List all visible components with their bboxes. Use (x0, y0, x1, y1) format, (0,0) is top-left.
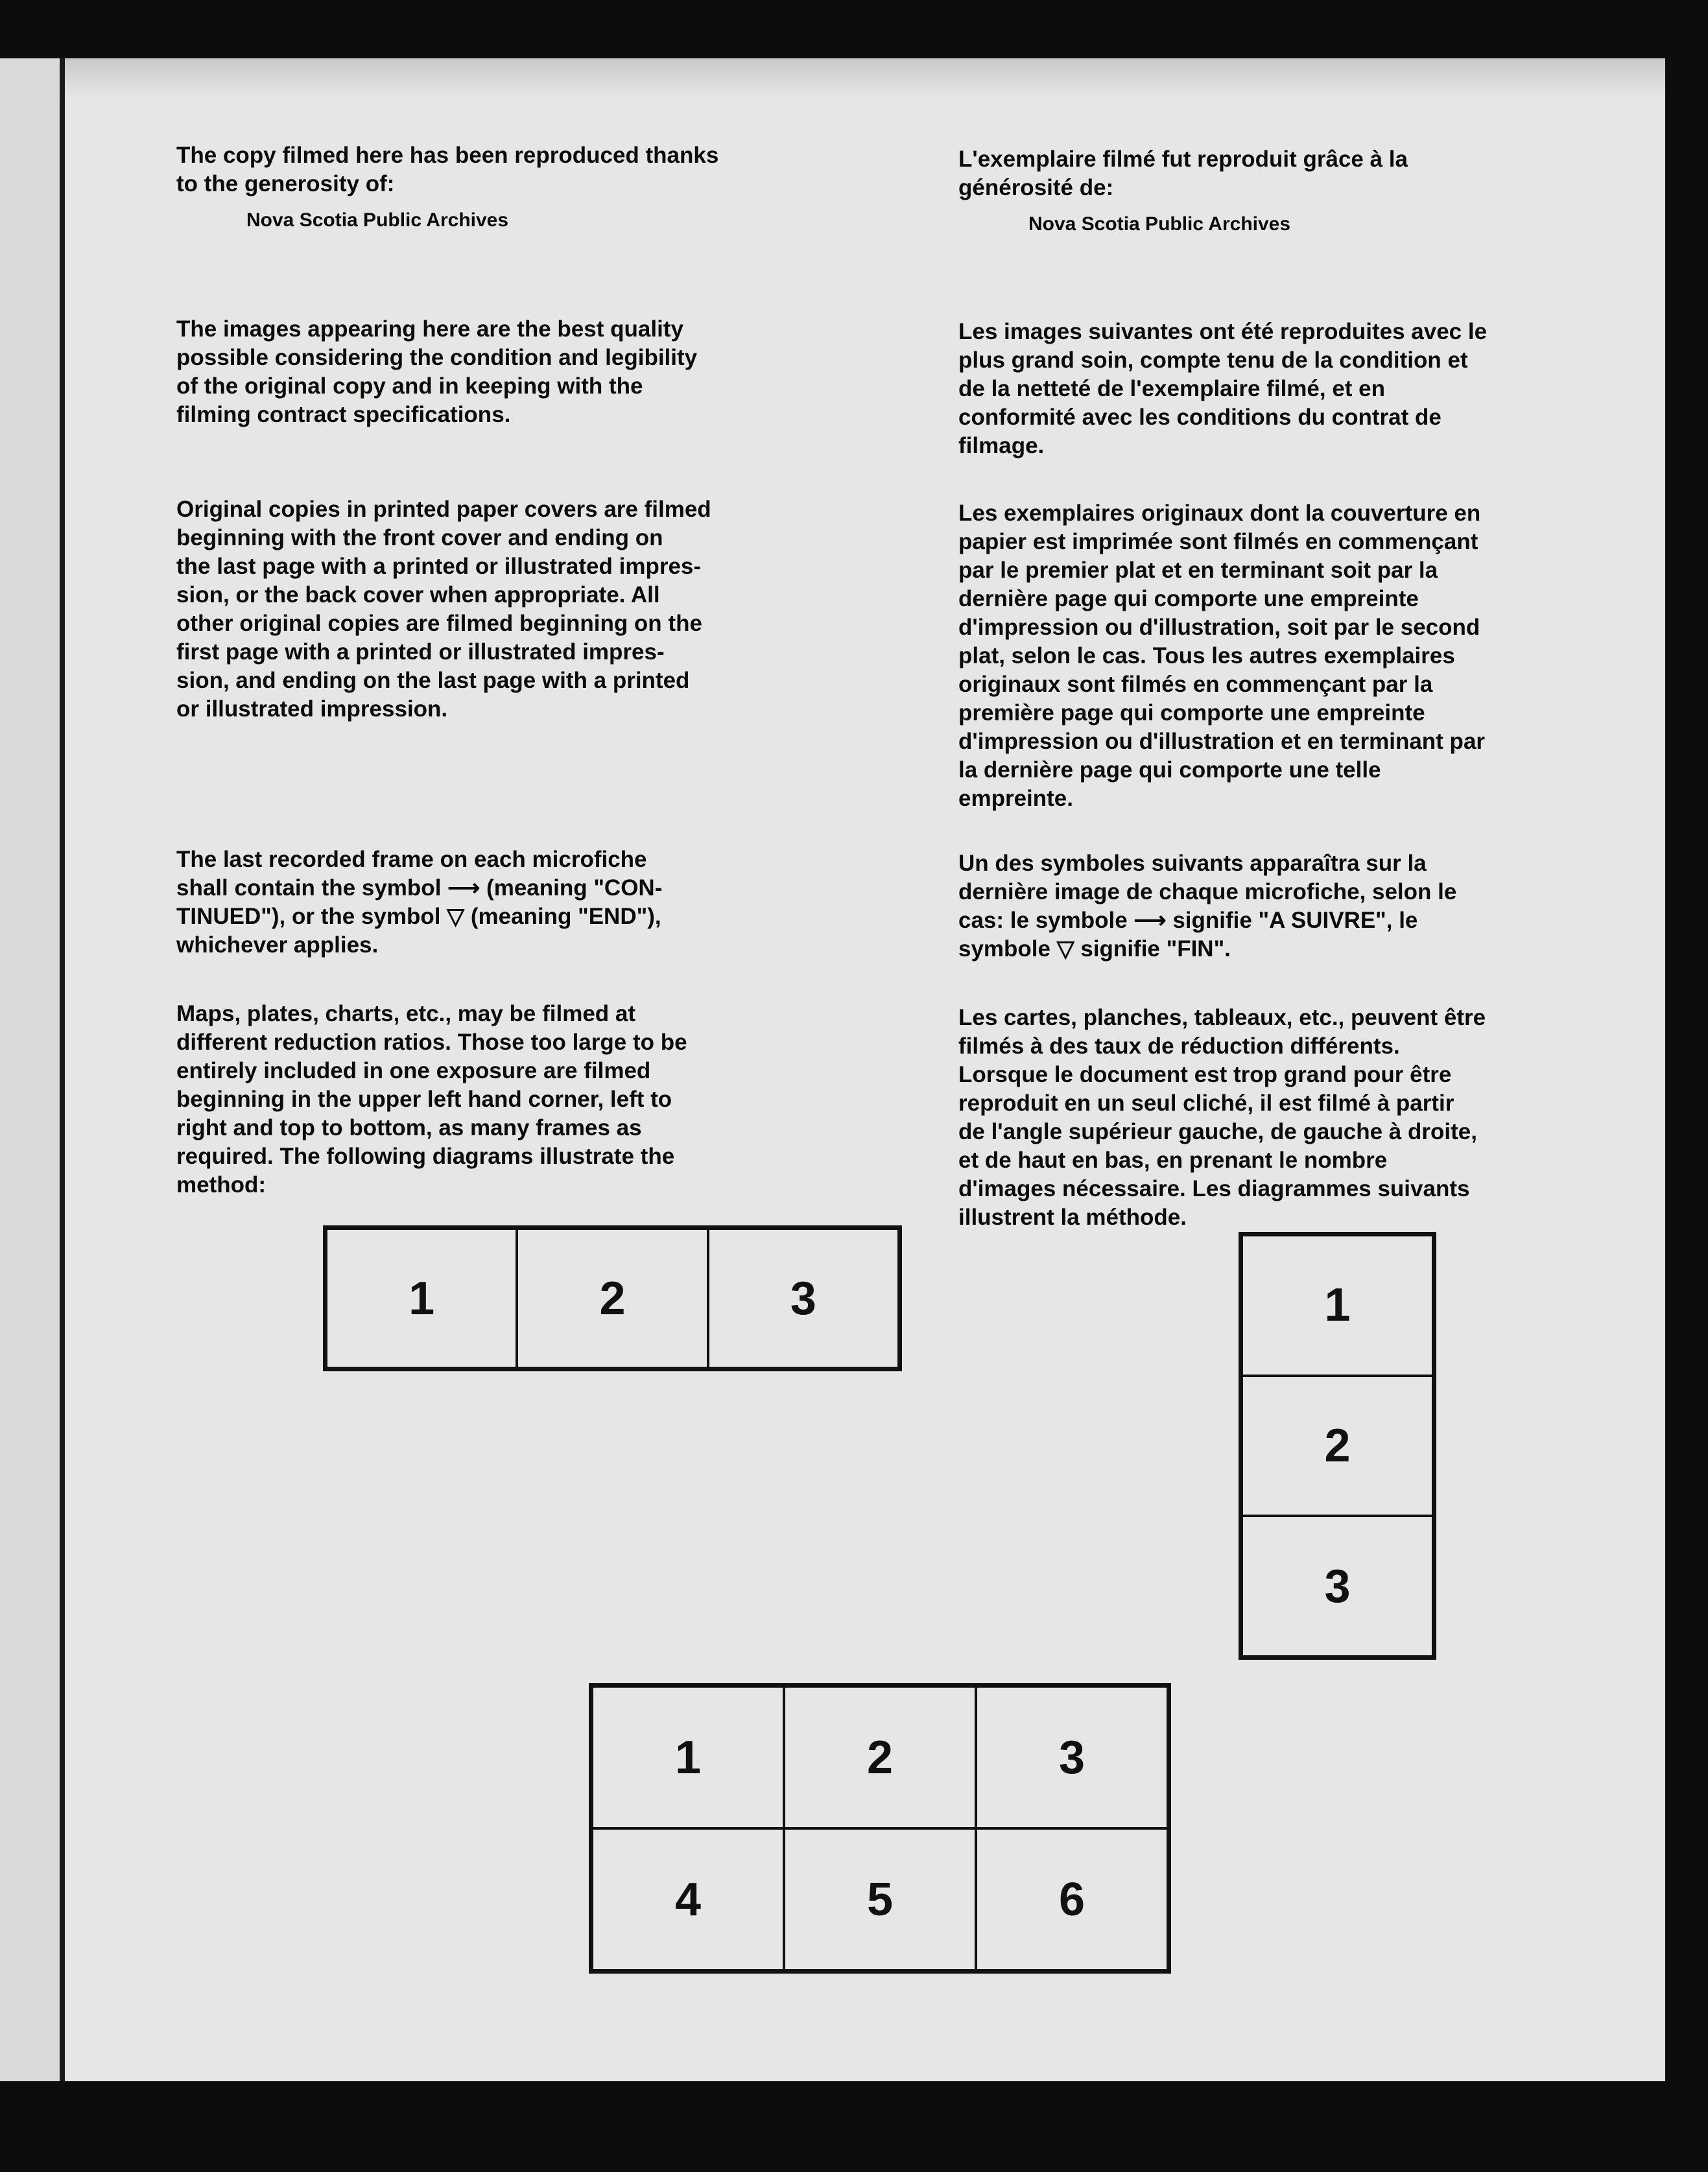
diagram-frame: 2 (1242, 1376, 1433, 1517)
fr-library-name: Nova Scotia Public Archives (1028, 213, 1291, 235)
diagram-frame: 2 (517, 1229, 707, 1368)
en-maps: Maps, plates, charts, etc., may be filmed at different reduction ratios. Those too large to be entirely included in one exposure are filmed beginning in the upper left hand corner, left to right and top to bottom, as many frames as required. The following diagrams illustrate the method: (176, 1001, 687, 1198)
en-quality-block (176, 315, 825, 429)
en-library-name: Nova Scotia Public Archives (246, 209, 509, 231)
en-maps-block (176, 1000, 825, 1199)
diagram-frame: 3 (708, 1229, 899, 1368)
french-column (958, 145, 1607, 239)
en-symbols-block (176, 845, 825, 960)
fr-maps: Les cartes, planches, tableaux, etc., peuvent être filmés à des taux de réduction différents. Lorsque le document est trop grand pour être reproduit en un seul cliché, il est filmé à partir de l'angle supérieur gauche, de gauche à droite, et de haut en bas, en prenant le nombre d'images nécessaire. Les diagrammes suivants illustrent la méthode. (958, 1005, 1486, 1230)
diagram-frame: 1 (1242, 1235, 1433, 1376)
en-covers: Original copies in printed paper covers are filmed beginning with the front cover and ending on the last page with a printed or illustrated impres- sion, or the back cover when appropriate. All other original copies are filmed beginning on the first page with a printed or illustrated impres- sion, and ending on the last page with a printed or illustrated impression. (176, 497, 711, 722)
fr-quality: Les images suivantes ont été reproduites avec le plus grand soin, compte tenu de la condition et de la netteté de l'exemplaire filmé, et en conformité avec les conditions du contrat de filmage. (958, 319, 1488, 458)
fr-symbols: Un des symboles suivants apparaîtra sur la dernière image de chaque microfiche, selon le cas: le symbole ⟶ signifie "A SUIVRE", le symbole ▽ signifie "FIN". (958, 851, 1457, 962)
fr-covers-block (958, 499, 1607, 813)
english-column (176, 141, 825, 235)
fr-maps-block (958, 1004, 1607, 1232)
diagram-grid-two-by-three (589, 1683, 1171, 1974)
diagram-frame: 4 (592, 1828, 784, 1970)
en-quality: The images appearing here are the best quality possible considering the condition and legibility of the original copy and in keeping with the filming contract specifications. (176, 316, 698, 427)
diagram-frame: 1 (326, 1229, 517, 1368)
diagram-frame: 1 (592, 1686, 784, 1828)
diagram-frame: 2 (784, 1686, 976, 1828)
en-acknowledgement: The copy filmed here has been reproduced thanks to the generosity of: (176, 143, 719, 196)
en-covers-block (176, 495, 825, 724)
fr-quality-block (958, 318, 1607, 460)
fr-covers: Les exemplaires originaux dont la couverture en papier est imprimée sont filmés en commençant par le premier plat et en terminant soit par la dernière page qui comporte une empreinte d'impression ou d'illustration, soit par le second plat, selon le cas. Tous les autres exemplaires originaux sont filmés en commençant par la première page qui comporte une empreinte d'impression ou d'illustration et en terminant par la dernière page qui comporte une telle empreinte. (958, 501, 1486, 811)
diagram-frame: 3 (976, 1686, 1168, 1828)
diagram-column-of-three (1239, 1232, 1436, 1660)
en-symbols: The last recorded frame on each microfiche shall contain the symbol ⟶ (meaning "CON- TINUED"), or the symbol ▽ (meaning "END"), whichever applies. (176, 847, 663, 958)
fr-symbols-block (958, 849, 1607, 963)
top-edge-shadow (65, 58, 1665, 97)
diagram-frame: 3 (1242, 1516, 1433, 1657)
diagram-row-of-three (323, 1225, 902, 1371)
left-margin-strip (0, 58, 65, 2081)
diagram-frame: 5 (784, 1828, 976, 1970)
fr-acknowledgement: L'exemplaire filmé fut reproduit grâce à la générosité de: (958, 147, 1408, 200)
diagram-frame: 6 (976, 1828, 1168, 1970)
